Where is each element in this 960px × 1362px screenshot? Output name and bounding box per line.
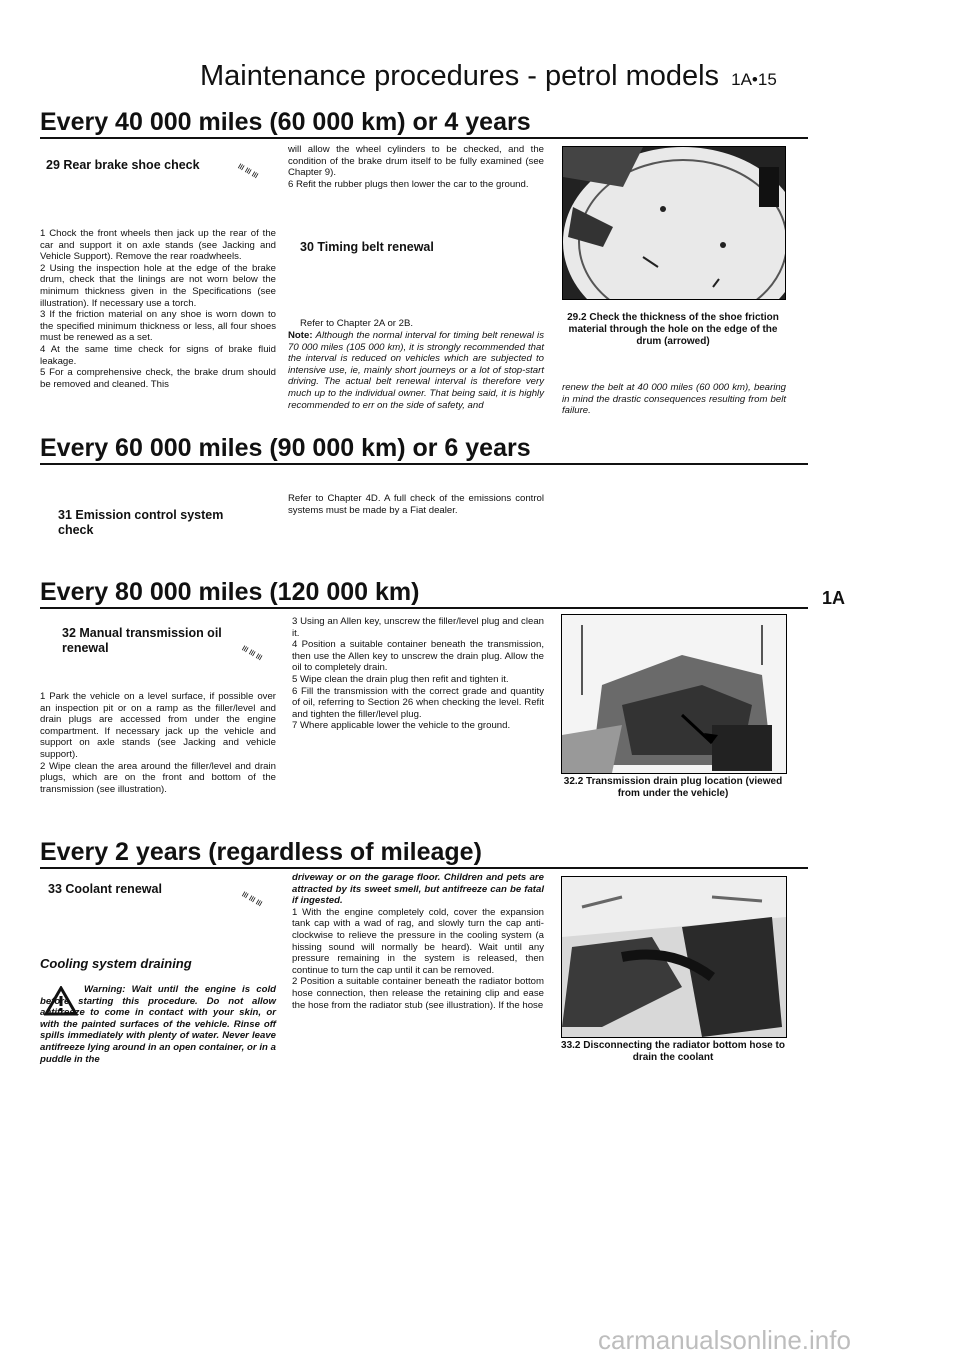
watermark: carmanualsonline.info <box>598 1325 851 1355</box>
task-30-note <box>288 330 544 411</box>
header-title: Maintenance procedures - petrol models <box>200 60 720 92</box>
photo-transmission <box>561 614 787 774</box>
paragraph: 6 Refit the rubber plugs then lower the car to the ground. <box>288 178 529 190</box>
paragraph: will allow the wheel cylinders to be checked, and the condition of the brake drum itself to be fully examined (see Chapter 9). <box>288 144 544 179</box>
page-number: 1A•15 <box>731 70 777 89</box>
paragraph: 1 Chock the front wheels then jack up the rear of the car and support it on axle stands (see Jacking and Vehicle Support). Remove the rear roadwheels. <box>40 228 276 263</box>
section-rule <box>40 463 808 465</box>
note-label: Note: <box>288 330 313 341</box>
task-30-title: 30 Timing belt renewal <box>300 240 434 254</box>
warning-text: Warning: Wait until the engine is cold before starting this procedure. Do not allow antifreeze to come in contact with your skin, or with the painted surfaces of the vehicle. Rinse off spills immediately with plenty of water. Never leave antifreeze lying around in an open container, or in a puddle in the <box>40 984 276 1065</box>
paragraph: 7 Where applicable lower the vehicle to the ground. <box>292 720 511 732</box>
paragraph: 5 For a comprehensive check, the brake drum should be removed and cleaned. This <box>40 367 276 390</box>
task-29-column-2 <box>288 144 544 190</box>
task-31-title: 31 Emission control system check <box>58 508 224 537</box>
section-rule <box>40 867 808 869</box>
note-text: Although the normal interval for timing belt renewal is 70 000 miles (105 000 km), it is strongly recommended that the interval is reduced on vehicles which are subjected to intensive use, ie, mainly short journeys or a lot of stop-start driving. The actual belt renewal interval is therefore very much up to the individual owner. That being said, it is highly recommended to err on the side of safety, and <box>288 330 544 411</box>
paragraph: 3 If the friction material on any shoe is worn down to the specified minimum thickness or less, all four shoes must be renewed as a set. <box>40 309 276 344</box>
paragraph: 5 Wipe clean the drain plug then refit and tighten it. <box>292 673 509 685</box>
task-29-column-1 <box>40 228 276 390</box>
paragraph: 2 Position a suitable container beneath the radiator bottom hose connection, then release the retaining clip and ease the hose from the radiator stub (see illustration). If the hose <box>292 976 544 1011</box>
section-heading-40000: Every 40 000 miles (60 000 km) or 4 years <box>40 108 531 136</box>
photo-brake-drum <box>562 146 786 300</box>
warning-continued: driveway or on the garage floor. Children and pets are attracted by its sweet smell, but antifreeze can be fatal if ingested. <box>292 872 544 907</box>
section-rule <box>40 607 808 609</box>
paragraph: 1 Park the vehicle on a level surface, if possible over an inspection pit or on a ramp as the filler/level and drain plugs are accessed from under the engine compartment. If necessary jack up the vehicle and support on axle stands (see Jacking and vehicle support). <box>40 691 276 760</box>
subheading-cooling-draining: Cooling system draining <box>40 956 192 971</box>
section-heading-60000: Every 60 000 miles (90 000 km) or 6 years <box>40 434 531 462</box>
difficulty-spanner-icon: ≡ ≡ ≡ <box>234 163 262 181</box>
task-32-title: 32 Manual transmission oil renewal <box>62 626 222 655</box>
section-rule <box>40 137 808 139</box>
paragraph: 2 Using the inspection hole at the edge of the brake drum, check that the linings are not worn below the minimum thickness given in the Specifications (see illustration). If necessary use a torch. <box>40 262 276 309</box>
task-33-title: 33 Coolant renewal <box>48 882 162 896</box>
caption-33-2: 33.2 Disconnecting the radiator bottom hose to drain the coolant <box>561 1040 785 1063</box>
difficulty-spanner-icon: ≡ ≡ ≡ <box>238 891 266 909</box>
task-31-text: Refer to Chapter 4D. A full check of the emissions control systems must be made by a Fiat dealer. <box>288 493 544 516</box>
radiator-photo-art <box>562 877 786 1037</box>
task-30-refer: Refer to Chapter 2A or 2B. <box>300 318 414 329</box>
photo-radiator-hose <box>561 876 787 1038</box>
chapter-tab: 1A <box>822 588 846 608</box>
caption-29-2: 29.2 Check the thickness of the shoe friction material through the hole on the edge of the drum (arrowed) <box>567 312 779 347</box>
section-heading-2-years: Every 2 years (regardless of mileage) <box>40 838 482 866</box>
page-header <box>200 60 777 93</box>
paragraph: 1 With the engine completely cold, cover the expansion tank cap with a wad of rag, and slowly turn the cap anti-clockwise to relieve the pressure in the cooling system (a hissing sound will normally be heard). Wait until any pressure remaining in the system is released, then continue to turn the cap until it can be removed. <box>292 906 544 976</box>
paragraph: 6 Fill the transmission with the correct grade and quantity of oil, referring to Section 26 when checking the level. Refit and tighten the filler/level plug. <box>292 685 544 720</box>
paragraph: 4 At the same time check for signs of brake fluid leakage. <box>40 343 276 367</box>
paragraph: 4 Position a suitable container beneath the transmission, then use the Allen key to unscrew the drain plug. Allow the oil to completely drain. <box>292 639 544 674</box>
difficulty-spanner-icon: ≡ ≡ ≡ <box>238 645 266 663</box>
task-33-column-2 <box>292 872 544 1011</box>
task-32-column-2 <box>292 616 544 732</box>
transmission-photo-art <box>562 615 786 773</box>
paragraph: 2 Wipe clean the area around the filler/level and drain plugs, which are on the front and bottom of the transmission (see illustration). <box>40 760 276 795</box>
task-30-note-continued: renew the belt at 40 000 miles (60 000 km), bearing in mind the drastic consequences resulting from belt failure. <box>562 382 786 417</box>
caption-32-2: 32.2 Transmission drain plug location (viewed from under the vehicle) <box>563 776 783 799</box>
brake-drum-photo-art <box>563 147 785 299</box>
task-29-title: 29 Rear brake shoe check <box>46 158 200 172</box>
paragraph: 3 Using an Allen key, unscrew the filler/level plug and clean it. <box>292 616 544 639</box>
task-32-column-1 <box>40 691 276 795</box>
section-heading-80000: Every 80 000 miles (120 000 km) <box>40 578 420 606</box>
